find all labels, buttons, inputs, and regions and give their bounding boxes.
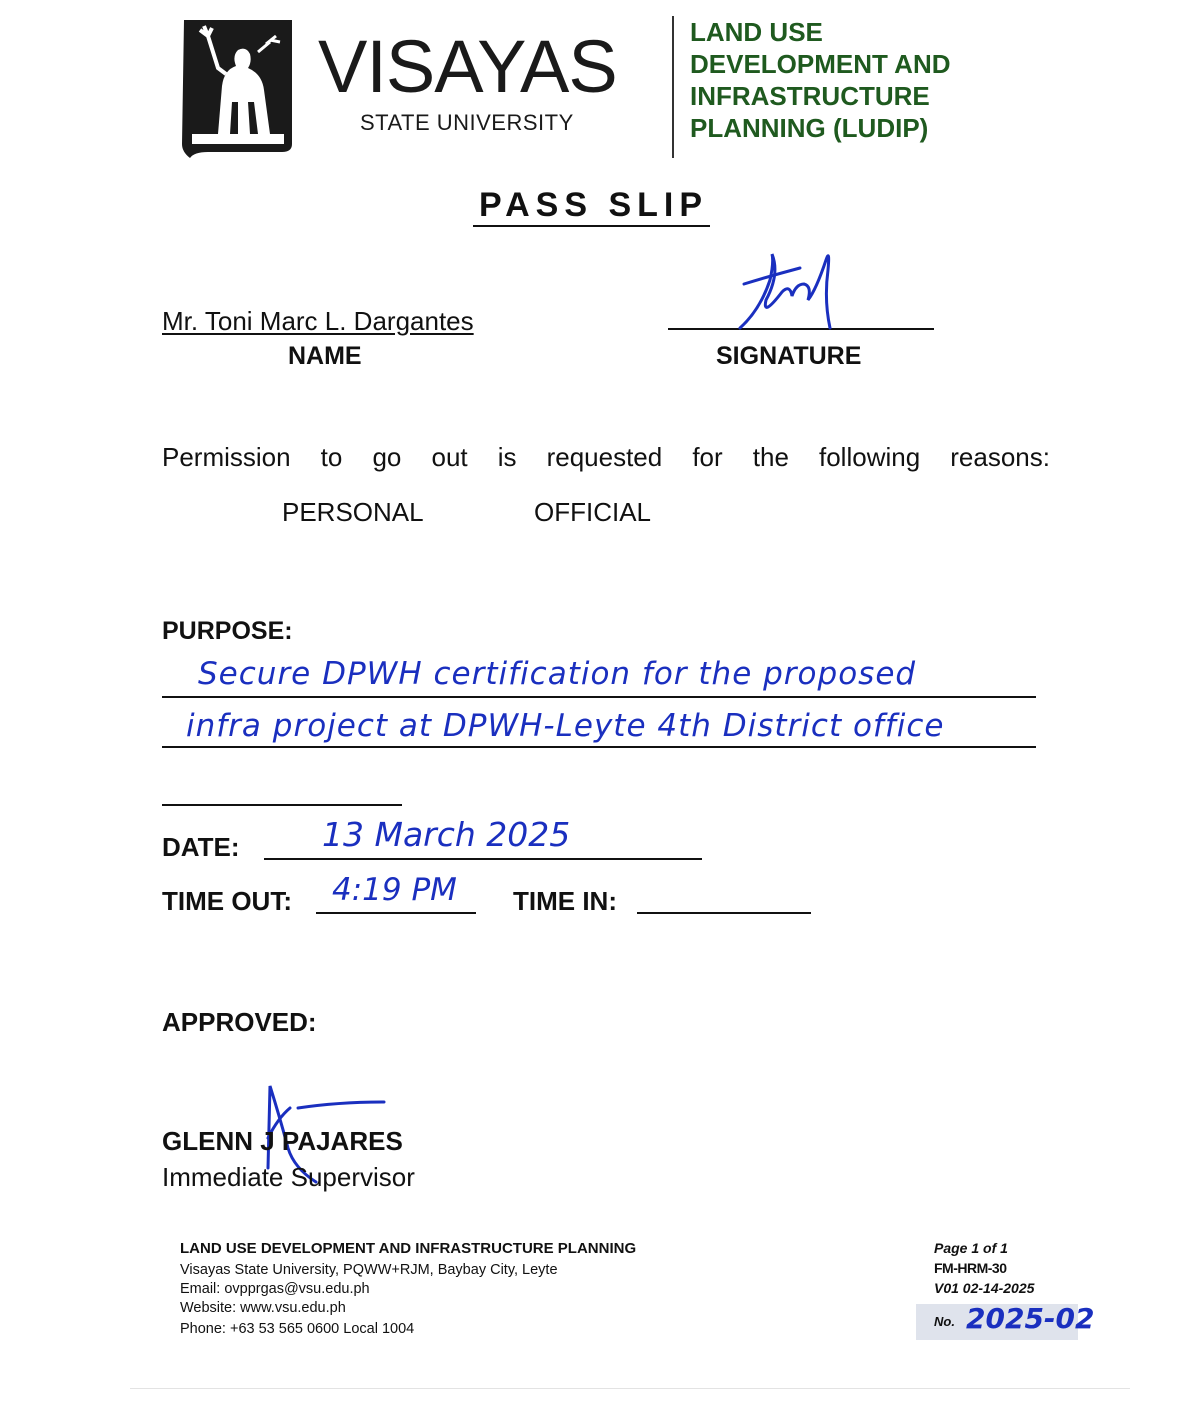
- date-rule: [264, 858, 702, 860]
- purpose-label: PURPOSE:: [162, 617, 293, 645]
- office-line: DEVELOPMENT AND: [690, 49, 951, 79]
- purpose-rule-2: [162, 746, 1036, 748]
- office-line: PLANNING (LUDIP): [690, 113, 929, 143]
- option-personal: PERSONAL: [282, 497, 424, 527]
- footer-version: V01 02-14-2025: [934, 1280, 1035, 1296]
- vsu-logo-emblem: [178, 16, 298, 158]
- header-divider: [672, 16, 674, 158]
- name-label: NAME: [288, 342, 362, 370]
- office-name: [690, 16, 951, 144]
- purpose-rule-3: [162, 804, 402, 806]
- office-line: INFRASTRUCTURE: [690, 81, 930, 111]
- form-title-text: PASS SLIP: [473, 186, 710, 227]
- time-in-rule: [637, 912, 811, 914]
- footer-address: Visayas State University, PQWW+RJM, Baybay City, Leyte: [180, 1262, 558, 1278]
- footer-page: Page 1 of 1: [934, 1240, 1008, 1256]
- date-value: 13 March 2025: [322, 815, 571, 854]
- handwritten-signature: [700, 240, 850, 340]
- footer-org: LAND USE DEVELOPMENT AND INFRASTRUCTURE PLANNING: [180, 1240, 637, 1257]
- time-out-label: TIME OUT:: [162, 886, 292, 916]
- logo-wordmark: VISAYAS: [318, 25, 617, 108]
- approved-label: APPROVED:: [162, 1007, 317, 1037]
- date-label: DATE:: [162, 832, 240, 862]
- purpose-line-1: Secure DPWH certification for the proposed: [198, 656, 917, 692]
- number-label: No.: [934, 1314, 955, 1329]
- logo-subtitle: STATE UNIVERSITY: [360, 110, 574, 135]
- number-value: 2025-02: [966, 1302, 1095, 1335]
- footer-form-code: FM-HRM-30: [934, 1260, 1007, 1276]
- footer-website: Website: www.vsu.edu.ph: [180, 1300, 346, 1316]
- footer-phone: Phone: +63 53 565 0600 Local 1004: [180, 1321, 415, 1337]
- name-value: Mr. Toni Marc L. Dargantes: [162, 306, 474, 336]
- purpose-line-2: infra project at DPWH-Leyte 4th District office: [186, 708, 945, 744]
- purpose-rule-1: [162, 696, 1036, 698]
- request-text: Permission to go out is requested for the following reasons:: [162, 442, 1050, 472]
- option-official: OFFICIAL: [534, 497, 652, 527]
- footer-email: Email: ovpprgas@vsu.edu.ph: [180, 1281, 370, 1297]
- time-in-label: TIME IN:: [513, 886, 617, 916]
- office-line: LAND USE: [690, 17, 823, 47]
- approver-name: GLENN J PAJARES: [162, 1126, 403, 1156]
- time-out-rule: [316, 912, 476, 914]
- form-title: [0, 186, 1183, 225]
- approver-title: Immediate Supervisor: [162, 1162, 415, 1192]
- page-edge: [130, 1388, 1130, 1389]
- signature-label: SIGNATURE: [716, 342, 862, 370]
- time-out-value: 4:19 PM: [332, 872, 457, 908]
